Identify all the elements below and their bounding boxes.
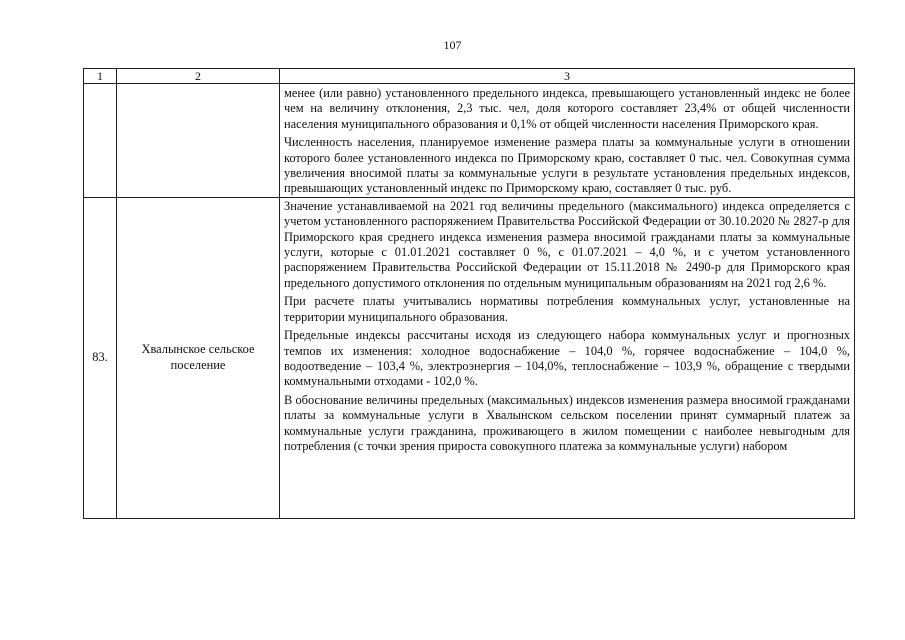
row-text-cell (280, 197, 855, 518)
document-table (83, 68, 855, 519)
row-text-cell (280, 84, 855, 198)
paragraph: В обоснование величины предельных (максимальных) индексов изменения размера вносимой гражданами платы за коммунальные услуги в Хвалынском сельском поселении принят суммарный платеж за коммунальные услуги гражданина, проживающего в жилом помещении с наиболее невыгодным для потребления (с точки зрения прироста совокупного платежа за коммунальные услуги) набором (284, 392, 850, 453)
column-header-2: 2 (117, 69, 280, 84)
table-row-83 (84, 197, 855, 518)
page-number: 107 (443, 38, 462, 52)
column-header-3: 3 (280, 69, 855, 84)
paragraph: Численность населения, планируемое изменение размера платы за коммунальные услуги в отношении которого более установленного индекса по Приморскому краю, составляет 0 тыс. чел. Совокупная сумма увеличения вносимой платы за коммунальные услуги в результате установления предельных индексов, превышающих установленный индекс по Приморскому краю, составляет 0 тыс. руб. (284, 135, 850, 196)
table-header-row (84, 69, 855, 84)
paragraph: Предельные индексы рассчитаны исходя из следующего набора коммунальных услуг и прогнозных темпов их изменения: холодное водоснабжение – 104,0 %, горячее водоснабжение – 104,0 %, водоотведение – 103,4 %, электроэнергия – 104,0%, теплоснабжение – 103,9 %, обращение с твердыми коммунальными отходами - 102,0 %. (284, 328, 850, 389)
column-header-1: 1 (84, 69, 117, 84)
table-row-continuation (84, 84, 855, 198)
paragraph: Значение устанавливаемой на 2021 год величины предельного (максимального) индекса определяется с учетом установленного распоряжением Правительства Российской Федерации от 30.10.2020 № 2827-р для Приморского края среднего индекса изменения размера вносимой гражданами платы за коммунальные услуги, которые с 01.01.2021 составляет 0 %, с 01.07.2021 – 4,0 %, и с учетом установленного распоряжением Правительства Российской Федерации от 15.11.2018 № 2490-р для Приморского края предельного допустимого отклонения по отдельным муниципальным образованиям на 2021 год 2,6 %. (284, 198, 850, 290)
row-name-cell-empty (117, 84, 280, 198)
municipality-name: Хвалынское сельское поселение (117, 197, 280, 518)
row-number-cell-empty (84, 84, 117, 198)
paragraph: менее (или равно) установленного предельного индекса, превышающего установленный индекс не более чем на величину отклонения, 2,3 тыс. чел, доля которого составляет 23,4% от общей численности населения муниципального образования и 0,1% от общей численности населения Приморского края. (284, 86, 850, 131)
paragraph: При расчете платы учитывались нормативы потребления коммунальных услуг, установленные на территории муниципального образования. (284, 294, 850, 324)
row-number: 83. (84, 197, 117, 518)
